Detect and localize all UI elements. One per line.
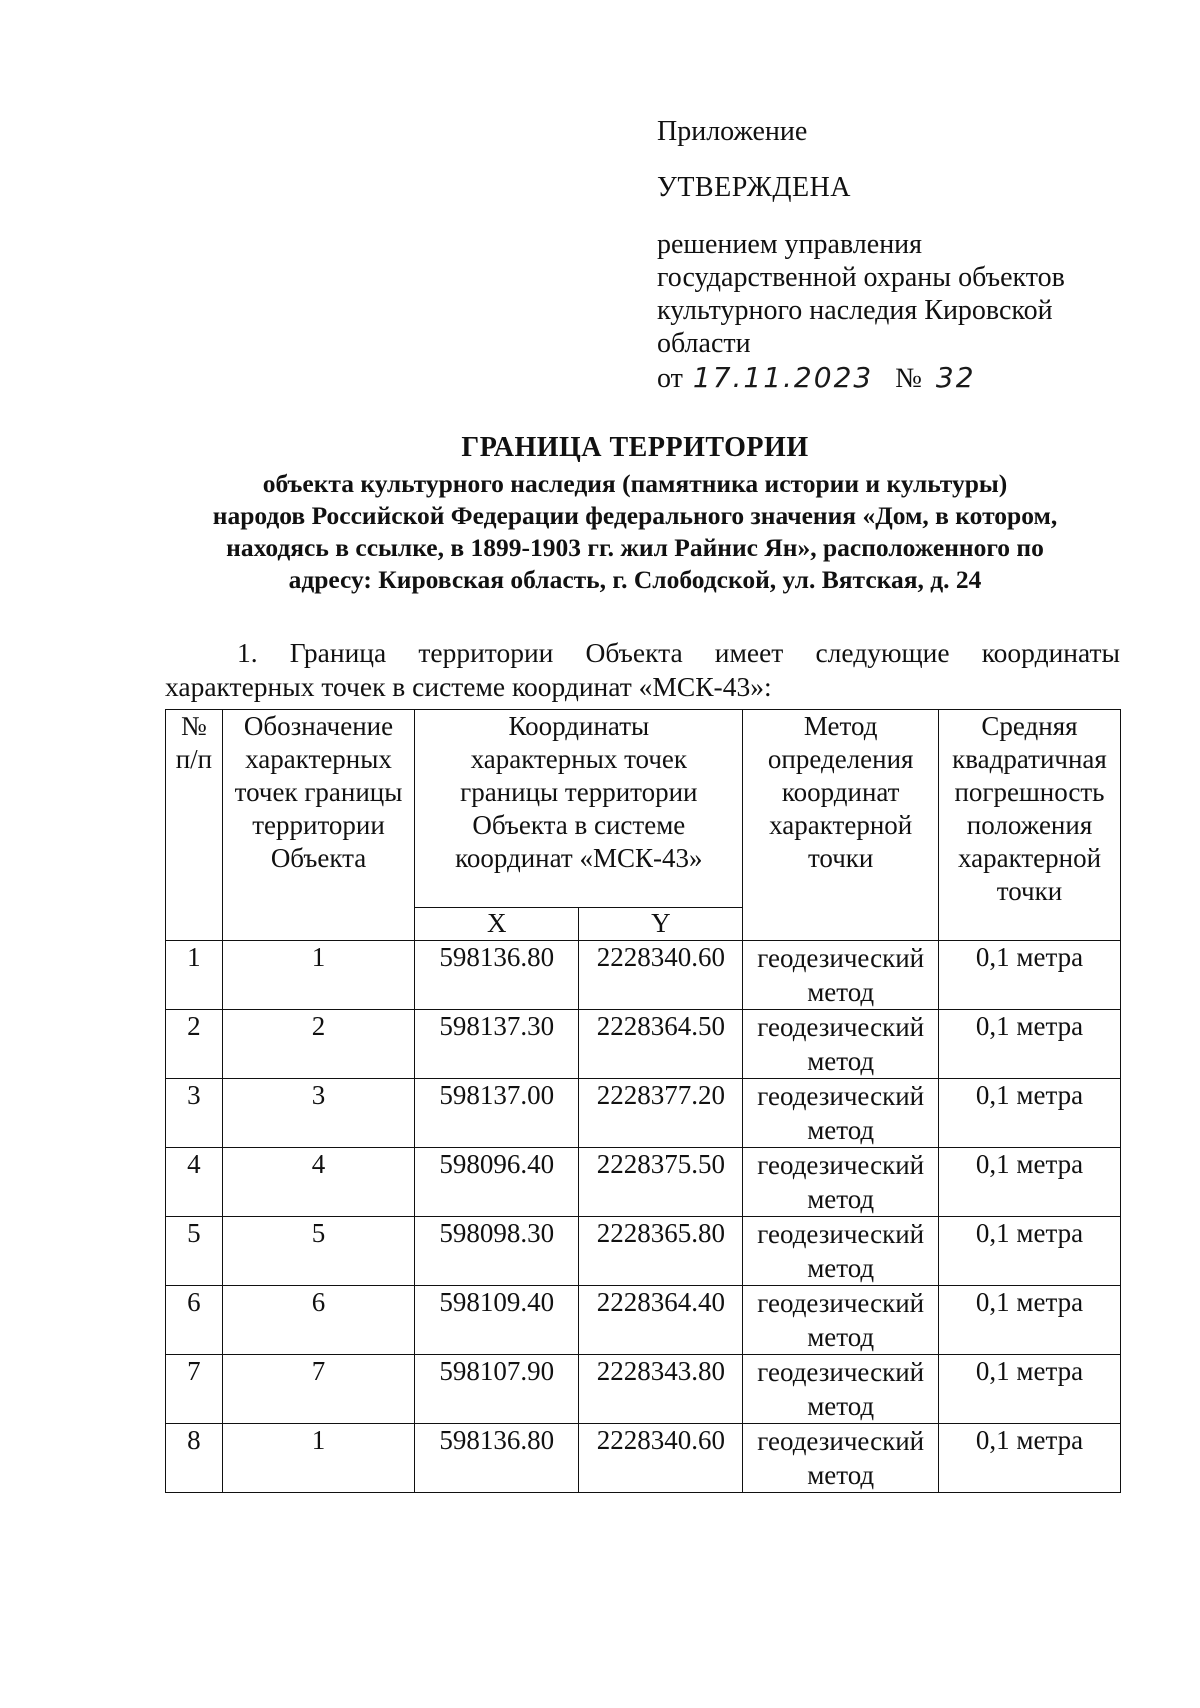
cell-method [743, 1010, 939, 1079]
cell-y: 2228340.60 [579, 941, 743, 1010]
cell-method [743, 1286, 939, 1355]
table-row [166, 1079, 1121, 1148]
header-line: территории [252, 810, 385, 840]
method-line: геодезический [757, 1219, 925, 1249]
table-row [166, 1148, 1121, 1217]
cell-x: 598096.40 [415, 1148, 579, 1217]
header-line: Координаты [508, 711, 650, 741]
cell-point: 1 [222, 941, 414, 1010]
cell-number: 2 [166, 1010, 223, 1079]
decision-line: государственной охраны объектов [657, 262, 1065, 293]
cell-x: 598109.40 [415, 1286, 579, 1355]
cell-method [743, 1148, 939, 1217]
cell-number: 6 [166, 1286, 223, 1355]
cell-y: 2228377.20 [579, 1079, 743, 1148]
cell-method [743, 1355, 939, 1424]
cell-number: 7 [166, 1355, 223, 1424]
header-line: координат «МСК-43» [455, 843, 703, 873]
cell-number: 3 [166, 1079, 223, 1148]
method-line: геодезический [757, 943, 925, 973]
method-line: метод [807, 1115, 875, 1145]
cell-y: 2228343.80 [579, 1355, 743, 1424]
cell-number: 5 [166, 1217, 223, 1286]
cell-y: 2228340.60 [579, 1424, 743, 1493]
decision-line: культурного наследия Кировской [657, 295, 1053, 326]
cell-point: 6 [222, 1286, 414, 1355]
coordinates-table [165, 709, 1121, 1493]
approved-label: УТВЕРЖДЕНА [657, 172, 852, 203]
cell-number: 4 [166, 1148, 223, 1217]
method-line: метод [807, 1253, 875, 1283]
header-line: характерных точек [470, 744, 688, 774]
table-row [166, 1286, 1121, 1355]
header-line: определения [767, 744, 914, 774]
cell-error: 0,1 метра [939, 1148, 1121, 1217]
header-line: Обозначение [243, 711, 394, 741]
method-line: метод [807, 1322, 875, 1352]
boundary-paragraph [165, 636, 1120, 704]
title-line: находясь в ссылке, в 1899-1903 гг. жил Райнис Ян», расположенного по [226, 533, 1044, 562]
paragraph-line-1: 1. Граница территории Объекта имеет следующие координаты [237, 637, 1120, 668]
method-line: геодезический [757, 1081, 925, 1111]
header-line: характерных [245, 744, 392, 774]
number-sign: № [895, 363, 922, 394]
cell-point: 1 [222, 1424, 414, 1493]
cell-error: 0,1 метра [939, 1424, 1121, 1493]
method-line: геодезический [757, 1288, 925, 1318]
method-line: метод [807, 977, 875, 1007]
title-line: адресу: Кировская область, г. Слободской, ул. Вятская, д. 24 [288, 565, 982, 594]
date-prefix: от [657, 363, 683, 394]
header-line: характерной [957, 843, 1102, 873]
table-row [166, 1424, 1121, 1493]
table-row [166, 1355, 1121, 1424]
header-line: погрешность [954, 777, 1105, 807]
decision-line: области [657, 328, 751, 359]
cell-method [743, 1424, 939, 1493]
method-line: геодезический [757, 1426, 925, 1456]
table-row [166, 941, 1121, 1010]
header-line: квадратичная [952, 744, 1107, 774]
header-line: Объекта [270, 843, 367, 873]
cell-point: 2 [222, 1010, 414, 1079]
cell-method [743, 941, 939, 1010]
method-line: геодезический [757, 1150, 925, 1180]
cell-x: 598136.80 [415, 1424, 579, 1493]
table-row [166, 1217, 1121, 1286]
header-line: № [181, 711, 207, 741]
cell-point: 3 [222, 1079, 414, 1148]
header-method [743, 710, 939, 941]
method-line: метод [807, 1184, 875, 1214]
header-line: координат [781, 777, 900, 807]
cell-error: 0,1 метра [939, 1217, 1121, 1286]
cell-x: 598098.30 [415, 1217, 579, 1286]
header-line: п/п [175, 744, 213, 774]
handwritten-date: 17.11.2023 [692, 361, 874, 394]
header-line: Метод [803, 711, 878, 741]
cell-y: 2228375.50 [579, 1148, 743, 1217]
cell-x: 598137.00 [415, 1079, 579, 1148]
appendix-label: Приложение [657, 116, 808, 147]
header-point [222, 710, 414, 941]
cell-x: 598107.90 [415, 1355, 579, 1424]
header-line: точек границы [234, 777, 403, 807]
header-line: Объекта в системе [472, 810, 686, 840]
approval-block [657, 115, 1127, 395]
handwritten-number: 32 [935, 361, 976, 394]
header-line: границы территории [460, 777, 698, 807]
cell-x: 598136.80 [415, 941, 579, 1010]
title-line: народов Российской Федерации федерального значения «Дом, в котором, [212, 501, 1058, 530]
date-number-line [657, 361, 1127, 395]
cell-point: 4 [222, 1148, 414, 1217]
cell-error: 0,1 метра [939, 1286, 1121, 1355]
header-y: Y [579, 908, 743, 941]
cell-error: 0,1 метра [939, 1079, 1121, 1148]
header-error [939, 710, 1121, 941]
cell-y: 2228364.40 [579, 1286, 743, 1355]
header-line: положения [966, 810, 1093, 840]
cell-error: 0,1 метра [939, 1010, 1121, 1079]
cell-method [743, 1217, 939, 1286]
header-line: характерной [769, 810, 913, 840]
header-line: точки [996, 876, 1063, 906]
cell-error: 0,1 метра [939, 941, 1121, 1010]
header-coordinates [415, 710, 743, 908]
paragraph-line-2: характерных точек в системе координат «МСК-43»: [165, 671, 772, 702]
method-line: геодезический [757, 1012, 925, 1042]
cell-point: 7 [222, 1355, 414, 1424]
method-line: метод [807, 1391, 875, 1421]
cell-error: 0,1 метра [939, 1355, 1121, 1424]
cell-y: 2228365.80 [579, 1217, 743, 1286]
cell-number: 8 [166, 1424, 223, 1493]
header-x: X [415, 908, 579, 941]
title-line: объекта культурного наследия (памятника истории и культуры) [262, 469, 1008, 498]
cell-y: 2228364.50 [579, 1010, 743, 1079]
header-line: Средняя [981, 711, 1078, 741]
method-line: геодезический [757, 1357, 925, 1387]
cell-method [743, 1079, 939, 1148]
cell-point: 5 [222, 1217, 414, 1286]
table-row [166, 1010, 1121, 1079]
cell-number: 1 [166, 941, 223, 1010]
cell-x: 598137.30 [415, 1010, 579, 1079]
document-title [150, 432, 1120, 596]
header-number [166, 710, 223, 941]
decision-line: решением управления [657, 229, 923, 260]
method-line: метод [807, 1460, 875, 1490]
decision-text [657, 228, 1127, 360]
header-line: точки [807, 843, 874, 873]
title-main: ГРАНИЦА ТЕРРИТОРИИ [461, 432, 809, 463]
method-line: метод [807, 1046, 875, 1076]
